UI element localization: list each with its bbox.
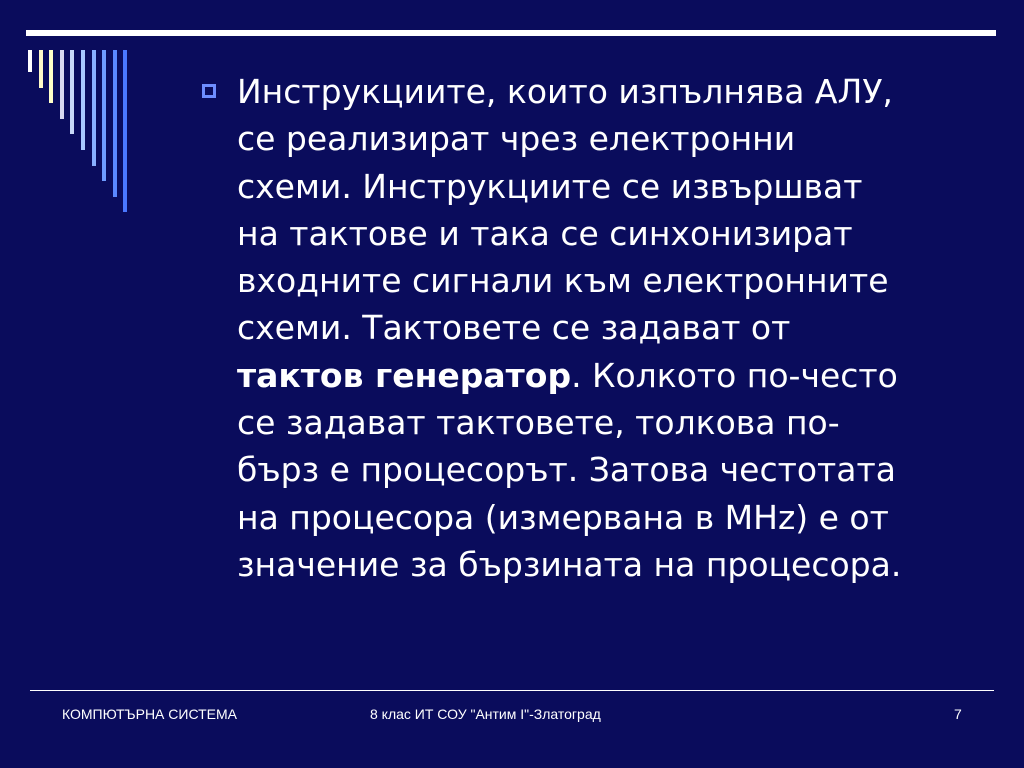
decorative-bar [39,50,43,88]
decorative-bar [70,50,74,134]
body-line [237,352,977,399]
decorative-bar [123,50,127,212]
body-line: схеми. Инструкциите се извършват [237,166,863,206]
top-rule-divider [26,30,996,36]
decorative-bar [28,50,32,72]
body-line: се реализират чрез електронни [237,119,796,159]
bold-term: тактов генератор [237,355,572,395]
page-number: 7 [954,706,962,722]
footer-divider [30,690,994,691]
decorative-bar [81,50,85,150]
body-line: на тактове и така се синхонизират [237,213,853,253]
body-line: се задават тактовете, толкова по- [237,403,840,443]
decorative-bar [113,50,117,197]
body-line: входните сигнали към електронните [237,261,889,301]
body-line: на процесора (измервана в MHz) е от [237,497,889,537]
body-line: Инструкциите, които изпълнява АЛУ, [237,72,893,111]
footer-school: 8 клас ИТ СОУ "Антим I"-Златоград [370,706,601,722]
slide-body-text [237,68,977,588]
hollow-square-bullet-icon [202,84,216,98]
decorative-bar [60,50,64,119]
footer-title: КОМПЮТЪРНА СИСТЕМА [62,706,237,722]
body-line: бърз е процесорът. Затова честотата [237,450,896,490]
decorative-bar [92,50,96,166]
body-line: значение за бързината на процесора. [237,544,902,584]
decorative-bar [102,50,106,181]
body-line-rest: . Колкото по-често [571,355,898,395]
decorative-bar [49,50,53,103]
body-line: схеми. Тактовете се задават от [237,308,791,348]
